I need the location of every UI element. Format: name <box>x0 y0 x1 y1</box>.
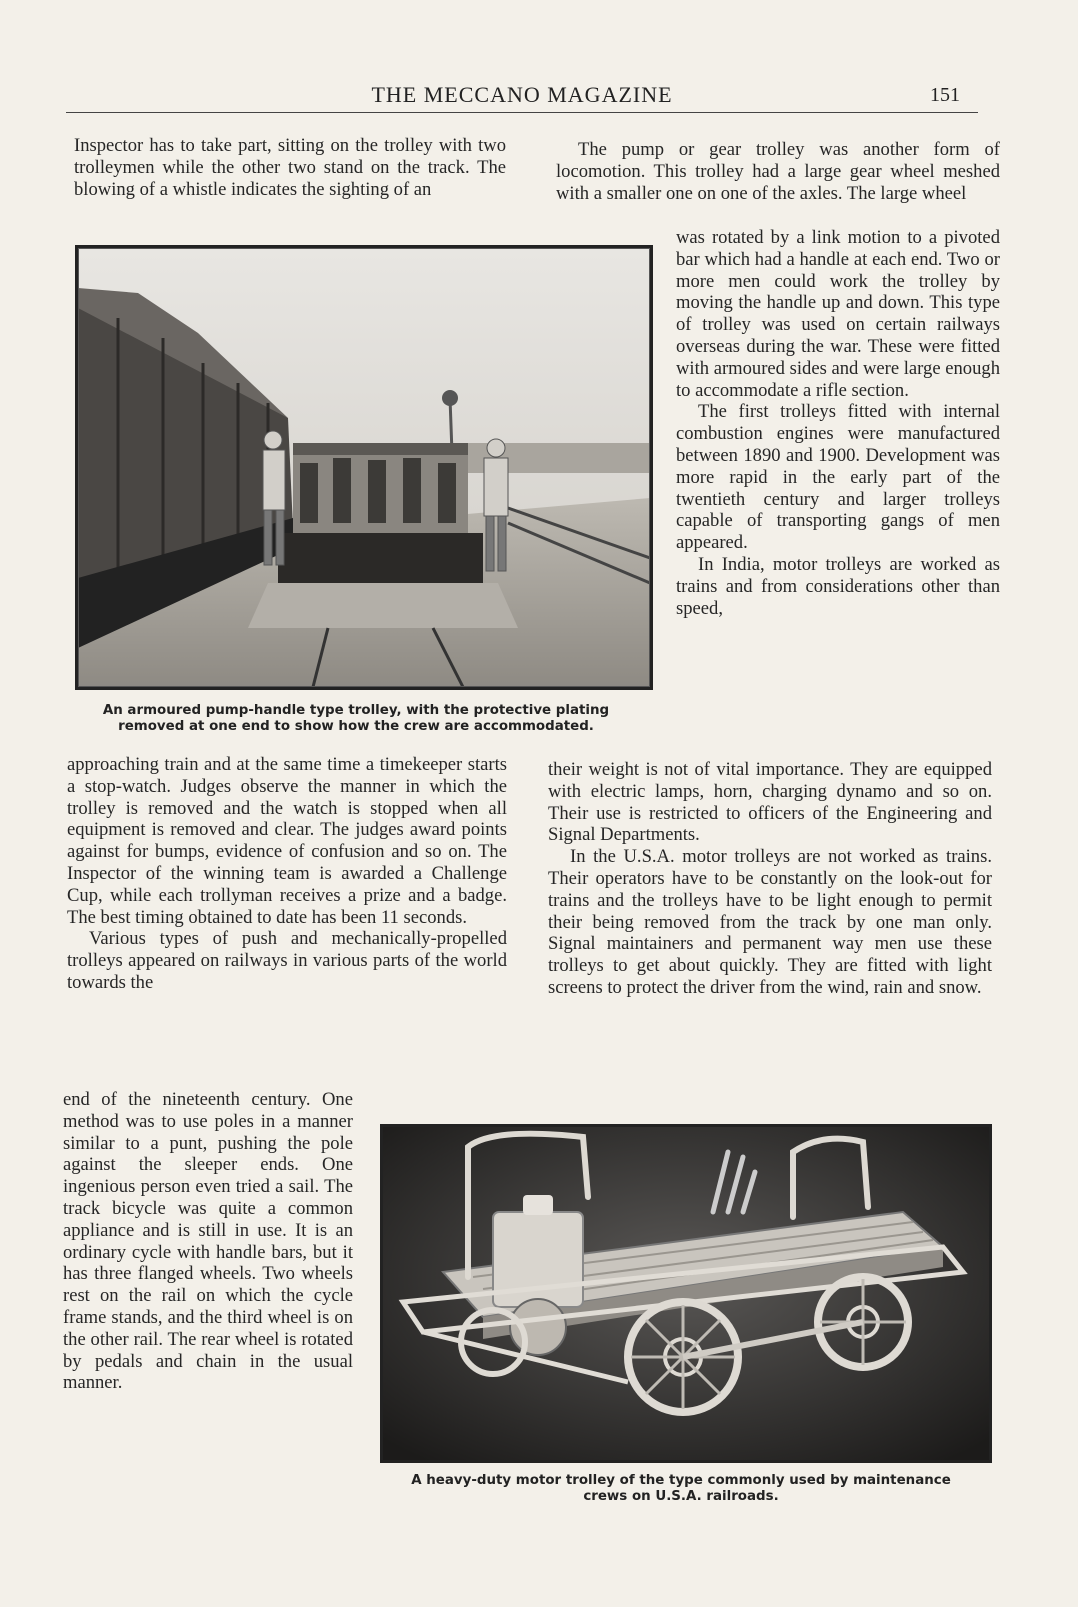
caption-line: A heavy-duty motor trolley of the type commonly used by maintenance <box>411 1473 951 1488</box>
caption-line: removed at one end to show how the crew are accommodated. <box>118 719 594 734</box>
right-column-narrow-text <box>676 227 1000 619</box>
paragraph: was rotated by a link motion to a pivoted bar which had a handle at each end. Two or more men could work the trolley by moving the handle up and down. This type of trolley was used on certain railways overseas during the war. These were fitted with armoured sides and were large enough to accommodate a rifle section. <box>676 227 1000 401</box>
paragraph: Various types of push and mechanically-propelled trolleys appeared on railways in various parts of the world towards the <box>67 928 507 993</box>
right-column-top-text <box>556 139 1000 204</box>
paragraph: The first trolleys fitted with internal combustion engines were manufactured between 1890 and 1900. Development was more rapid in the early part of the twentieth century and larger trolleys capable of transporting gangs of men appeared. <box>676 401 1000 554</box>
caption-line: crews on U.S.A. railroads. <box>583 1489 779 1504</box>
paragraph: end of the nineteenth century. One method was to use poles in a manner similar to a punt, pushing the pole against the sleeper ends. One ingenious person even tried a sail. The track bicycle was quite a common appliance and is still in use. It is an ordinary cycle with handle bars, but it has three flanged wheels. Two wheels rest on the rail on which the cycle frame stands, and the third wheel is on the other rail. The rear wheel is rotated by pedals and chain in the usual manner. <box>63 1089 353 1394</box>
left-column-middle-text <box>67 754 507 994</box>
page-header <box>66 80 978 113</box>
paragraph: Inspector has to take part, sitting on the trolley with two trolleymen while the other two stand on the track. The blowing of a whistle indicates the sighting of an <box>74 135 506 200</box>
paragraph: In the U.S.A. motor trolleys are not worked as trains. Their operators have to be constantly on the look-out for trains and the trolleys have to be light enough to permit their being removed from the track by one man only. Signal maintainers and permanent way men use these trolleys to get about quickly. They are fitted with light screens to protect the driver from the wind, rain and snow. <box>548 846 992 998</box>
page-number: 151 <box>930 84 960 106</box>
motor-trolley-illustration <box>383 1127 989 1460</box>
left-column-bottom-text <box>63 1089 353 1394</box>
paragraph: their weight is not of vital importance. They are equipped with electric lamps, horn, charging dynamo and so on. Their use is restricted to officers of the Engineering and Signal Departments. <box>548 759 992 846</box>
paragraph: The pump or gear trolley was another form of locomotion. This trolley had a large gear wheel meshed with a smaller one on one of the axles. The large wheel <box>556 139 1000 204</box>
paragraph: In India, motor trolleys are worked as trains and from considerations other than speed, <box>676 553 1000 619</box>
armoured-trolley-caption <box>62 703 650 735</box>
armoured-trolley-photo <box>75 245 653 690</box>
motor-trolley-caption <box>372 1473 990 1505</box>
right-column-wide-text <box>548 759 992 999</box>
magazine-title: THE MECCANO MAGAZINE <box>371 82 673 107</box>
railway-scene-illustration <box>78 248 650 687</box>
motor-trolley-photo <box>380 1124 992 1463</box>
caption-line: An armoured pump-handle type trolley, with the protective plating <box>102 703 610 718</box>
paragraph: approaching train and at the same time a timekeeper starts a stop-watch. Judges observe the manner in which the trolley is removed and the watch is stopped when all equipment is removed and clear. The judges award points against for bumps, evidence of confusion and so on. The Inspector of the winning team is awarded a Challenge Cup, while each trollyman receives a prize and a badge. The best timing obtained to date has been 11 seconds. <box>67 754 507 928</box>
left-column-top-text <box>74 135 506 200</box>
